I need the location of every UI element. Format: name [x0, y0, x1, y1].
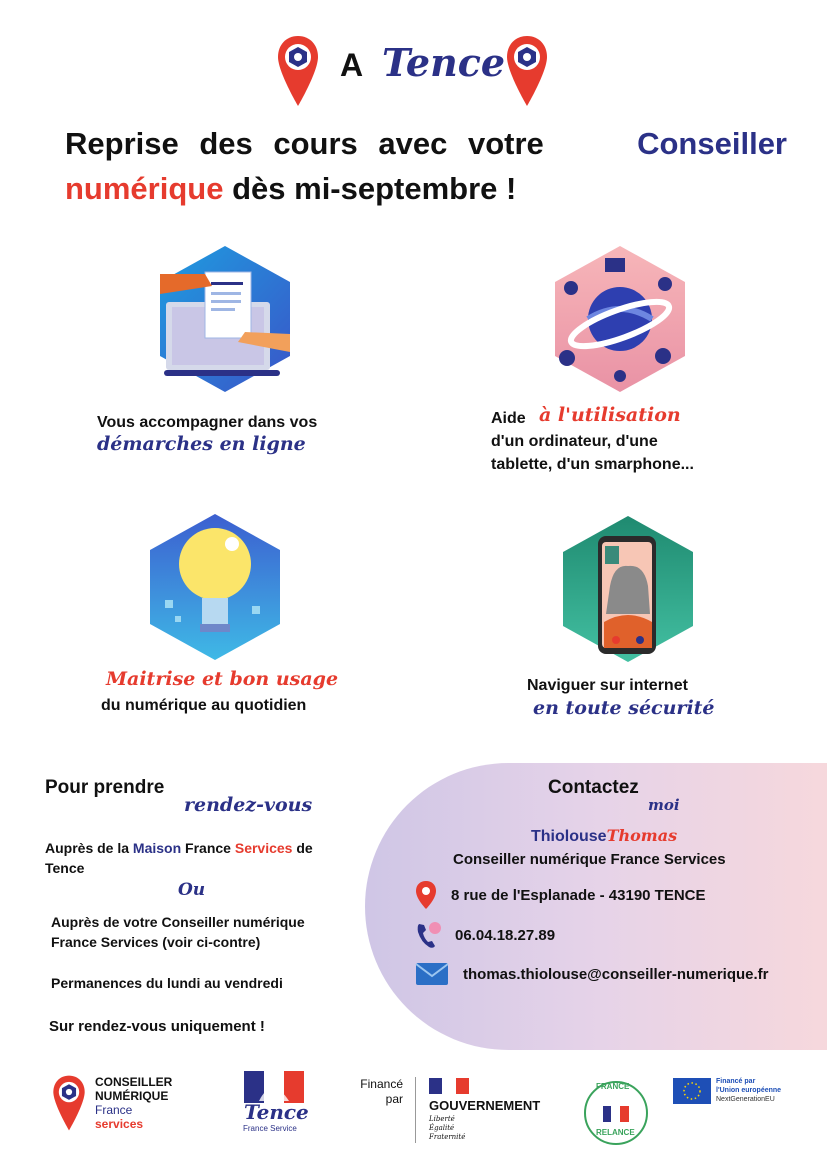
- rdv-ou: Ou: [178, 880, 206, 900]
- tence-logo-sub: France Service: [243, 1124, 297, 1133]
- rdv-line1-de: de: [296, 840, 313, 856]
- header-a: A: [340, 47, 364, 83]
- contact-name: [531, 826, 677, 846]
- conseiller-numerique-logo-icon: [51, 1074, 87, 1132]
- rdv-line1-services: Services: [234, 840, 293, 856]
- conseiller-numerique-logo-text: [95, 1075, 172, 1131]
- finance-line2: par: [385, 1092, 403, 1106]
- finance-line1: Financé: [360, 1077, 403, 1091]
- phone-icon: [415, 920, 441, 950]
- rdv-line2b: France Services (voir ci-contre): [51, 934, 261, 950]
- marianne-flag-icon: [429, 1078, 469, 1094]
- contact-email-row: [415, 962, 769, 986]
- contact-email[interactable]: thomas.thiolouse@conseiller-numerique.fr: [463, 965, 769, 983]
- service2-script: à l'utilisation: [539, 404, 681, 426]
- service2-line3: tablette, d'un smarphone...: [491, 456, 694, 473]
- rdv-line1-end: Tence: [45, 860, 85, 876]
- gov-motto-2: Égalité: [429, 1124, 455, 1132]
- location-pin-logo-right: [505, 34, 549, 108]
- contact-phone-row: [415, 920, 555, 950]
- contact-script: moi: [648, 796, 680, 814]
- online-procedures-illustration: [150, 244, 300, 394]
- rdv-permanences: Permanences du lundi au vendredi: [51, 975, 283, 991]
- service4-line1: Naviguer sur internet: [527, 677, 688, 694]
- rdv-line1-pre: Auprès de la: [45, 840, 130, 856]
- contact-role: Conseiller numérique France Services: [453, 851, 726, 868]
- eu-line1: Financé par: [716, 1078, 756, 1085]
- service2-line2: d'un ordinateur, d'une: [491, 433, 658, 450]
- envelope-icon: [415, 962, 449, 986]
- gov-motto: [429, 1115, 465, 1142]
- service1-script: démarches en ligne: [97, 433, 306, 455]
- page-title-line2: [65, 171, 516, 207]
- lightbulb-illustration: [140, 512, 290, 662]
- cn-line4: services: [95, 1117, 144, 1131]
- title-part4: dès mi-septembre !: [232, 171, 517, 206]
- rdv-line1-maison: Maison: [132, 840, 182, 856]
- relance-top-text: FRANCE: [596, 1082, 630, 1091]
- finance-label: [353, 1077, 403, 1107]
- device-usage-illustration: [545, 244, 695, 394]
- finance-divider: [415, 1077, 416, 1143]
- gov-motto-3: Fraternité: [429, 1133, 466, 1141]
- video-call-illustration: [558, 514, 698, 664]
- cn-line1: CONSEILLER: [95, 1075, 173, 1089]
- service2-prefix: Aide: [491, 410, 526, 427]
- rdv-heading: Pour prendre: [45, 777, 165, 798]
- service4-script: en toute sécurité: [533, 697, 715, 719]
- contact-address: 8 rue de l'Esplanade - 43190 TENCE: [451, 886, 706, 904]
- cn-line3: France: [95, 1103, 133, 1117]
- contact-phone[interactable]: 06.04.18.27.89: [455, 926, 556, 944]
- title-numerique: numérique: [65, 171, 224, 206]
- location-pin-icon: [415, 880, 437, 910]
- title-conseiller: Conseiller: [637, 126, 787, 161]
- eu-line2: l'Union européenne: [716, 1087, 782, 1094]
- gov-motto-1: Liberté: [429, 1115, 455, 1123]
- gov-label: GOUVERNEMENT: [429, 1098, 541, 1113]
- cn-line2: NUMÉRIQUE: [95, 1089, 169, 1103]
- page-title-line1: [65, 126, 787, 162]
- contact-lastname: Thiolouse: [531, 828, 607, 845]
- rdv-script: rendez-vous: [184, 794, 313, 816]
- contact-firstname: Thomas: [606, 826, 678, 845]
- relance-bottom-text: RELANCE: [596, 1128, 635, 1137]
- title-part1: Reprise des cours avec votre: [65, 126, 544, 161]
- rdv-line2a: Auprès de votre Conseiller numérique: [51, 914, 305, 930]
- tence-logo-script: Tence: [244, 1100, 309, 1124]
- eu-line3: NextGenerationEU: [716, 1096, 775, 1103]
- rdv-line1: [45, 838, 313, 858]
- contact-address-row: [415, 880, 706, 910]
- contact-heading: Contactez: [548, 777, 639, 798]
- service3-script: Maitrise et bon usage: [106, 668, 339, 690]
- service1-line1: Vous accompagner dans vos: [97, 414, 318, 431]
- eu-text: [716, 1077, 781, 1104]
- header-town: Tence: [382, 40, 506, 85]
- rdv-only: Sur rendez-vous uniquement !: [49, 1018, 265, 1035]
- location-pin-logo-left: [276, 34, 320, 108]
- eu-flag-icon: [673, 1078, 711, 1104]
- service3-line2: du numérique au quotidien: [101, 697, 307, 714]
- rdv-line1-france: France: [185, 840, 231, 856]
